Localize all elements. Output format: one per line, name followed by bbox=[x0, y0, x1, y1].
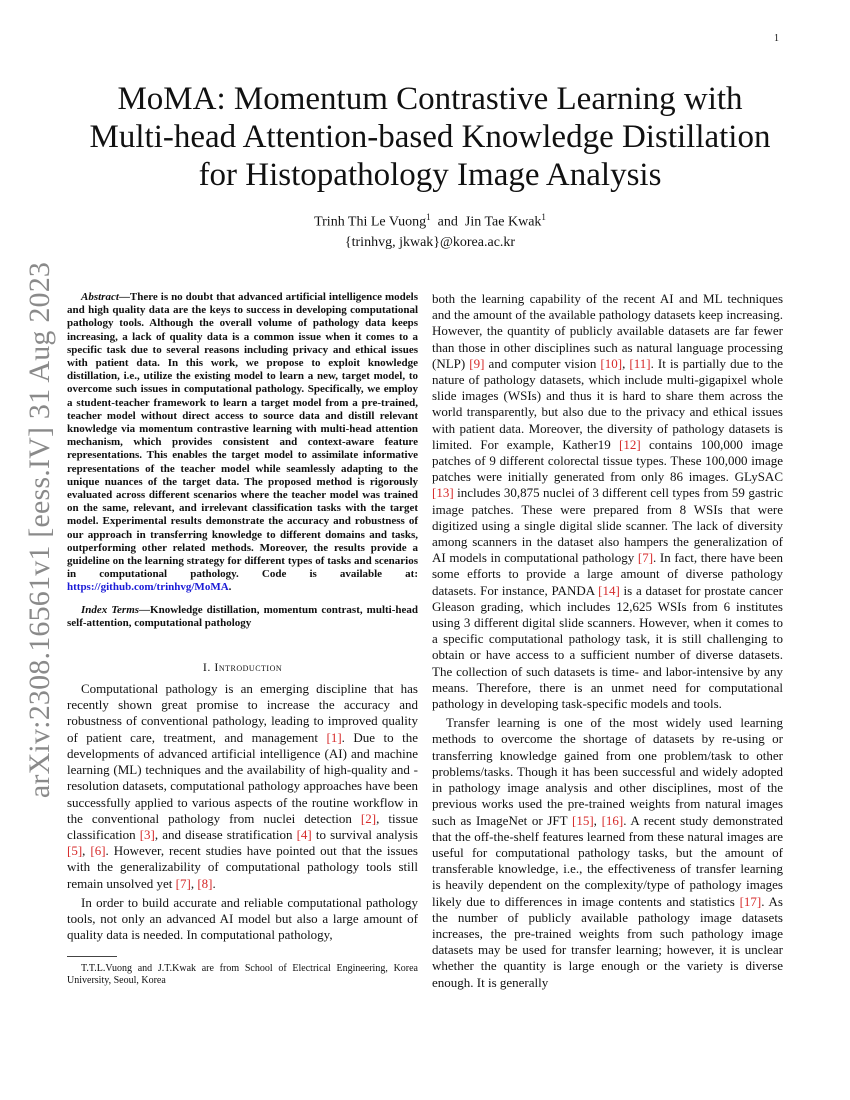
citation-link[interactable]: [15] bbox=[571, 812, 594, 828]
left-column bbox=[67, 291, 418, 987]
author-email: {trinhvg, jkwak}@korea.ac.kr bbox=[344, 234, 516, 250]
citation-link[interactable]: [3] bbox=[139, 826, 155, 842]
text-run: to survival analysis bbox=[311, 826, 418, 842]
citation-link[interactable]: [13] bbox=[432, 485, 454, 501]
abstract-text: —There is no doubt that advanced artificial intelligence models and high quality data are the keys to success in developing computational pathology tools. Although the overall volume of pathology data keeps increasing, a lack of quality data is a common issue when it comes to a specific task due to several reasons including privacy and ethical issues with patient data. In this work, we propose to exploit knowledge distillation, i.e., utilize the existing model to learn a new, target model, to overcome such issues in computational pathology. Specifically, we employ a student-teacher framework to learn a target model from a pre-trained, teacher model without direct access to source data and distill relevant knowledge via momentum contrastive learning with multi-head attention mechanism, which provides consistent and context-aware feature representations. This enables the target model to assimilate informative representations of the teacher model while seamlessly adapting to the unique nuances of the target data. The proposed method is rigorously evaluated across different scenarios where the teacher model was trained on the same, relevant, and irrelevant classification tasks with the target model. Experimental results demonstrate the accuracy and robustness of our approach in transferring knowledge to different domains and tasks, outperforming other related methods. Moreover, the results provide a guideline on the learning strategy for different types of tasks and scenarios in computational pathology. Code is available at: bbox=[67, 291, 418, 581]
citation-link[interactable]: [6] bbox=[90, 843, 106, 859]
code-link[interactable]: https://github.com/trinhvg/MoMA bbox=[67, 581, 229, 594]
affiliation-mark: 1 bbox=[426, 212, 431, 222]
arxiv-identifier-text: arXiv:2308.16561v1 [eess.IV] 31 Aug 2023 bbox=[23, 261, 56, 799]
author-name: Trinh Thi Le Vuong bbox=[314, 214, 427, 230]
title-line: for Histopathology Image Analysis bbox=[198, 157, 662, 193]
citation-link[interactable]: [17] bbox=[739, 893, 762, 909]
citation-link[interactable]: [7] bbox=[175, 875, 191, 891]
text-run: . As the number of publicly available pathology image datasets increases, the pre-trained weights from such pathology image datasets may be used for transfer learning; however, it is unclear whether the quantity is large enough or the variety is diverse enough. It is generally bbox=[432, 893, 783, 990]
author-block bbox=[70, 207, 790, 253]
citation-link[interactable]: [16] bbox=[601, 812, 624, 828]
text-run: contains 100,000 image patches of 9 different colorectal tissue types. These 100,000 image patches were initially generated from only 86 images. GLySAC bbox=[432, 436, 783, 485]
citation-link[interactable]: [4] bbox=[296, 826, 312, 842]
citation-link[interactable]: [7] bbox=[637, 550, 654, 566]
text-run: , bbox=[190, 875, 198, 891]
paper-title bbox=[70, 80, 790, 194]
text-run: , and disease stratification bbox=[154, 826, 297, 842]
body-paragraph bbox=[67, 681, 418, 892]
arxiv-identifier bbox=[20, 261, 60, 799]
citation-link[interactable]: [8] bbox=[197, 875, 213, 891]
text-run: , tissue classification bbox=[67, 810, 418, 842]
title-line: Multi-head Attention-based Knowledge Distillation bbox=[89, 119, 771, 155]
text-run: , bbox=[82, 843, 91, 859]
abstract bbox=[67, 291, 418, 595]
citation-link[interactable]: [5] bbox=[67, 843, 83, 859]
body-paragraph bbox=[432, 291, 783, 712]
citation-link[interactable]: [9] bbox=[469, 355, 485, 371]
citation-link[interactable]: [11] bbox=[629, 355, 651, 371]
text-run: , bbox=[593, 812, 602, 828]
text-run: . bbox=[212, 875, 216, 891]
text-run: . However, recent studies have pointed out that the issues with the generalizability of computational pathology tools still remain unsolved yet bbox=[67, 843, 418, 891]
author-line bbox=[70, 207, 790, 233]
footnote: T.T.L.Vuong and J.T.Kwak are from School of Electrical Engineering, Korea University, Seoul, Korea bbox=[67, 963, 418, 987]
right-column bbox=[432, 291, 783, 991]
affiliation-mark: 1 bbox=[541, 212, 546, 222]
author-name: Jin Tae Kwak bbox=[464, 214, 542, 230]
text-run: includes 30,875 nuclei of 3 different cell types from 59 gastric image patches. These were prepared from 8 WSIs that were digitized using a single digital slide scanner. The lack of diversity among scanners in the dataset also hampers the generalization of AI models in computational pathology bbox=[432, 485, 783, 566]
title-line: MoMA: Momentum Contrastive Learning with bbox=[117, 81, 743, 117]
body-paragraph: In order to build accurate and reliable computational pathology tools, not only an advanced AI model but also a large amount of quality data is needed. In computational pathology, bbox=[67, 894, 418, 943]
text-run: . In fact, there have been some efforts to provide a large amount of diverse pathology datasets. For instance, PANDA bbox=[432, 550, 784, 598]
section-heading bbox=[67, 660, 418, 675]
abstract-lead: Abstract bbox=[81, 291, 119, 303]
citation-link[interactable]: [1] bbox=[326, 729, 342, 745]
page-number: 1 bbox=[774, 33, 779, 44]
text-run: Transfer learning is one of the most widely used learning methods to overcome the shortage of datasets by re-using or transferring knowledge gained from one problem/task to other problems/tasks. Though it has been successful and widely adopted in pathology image analysis and other disciplines, most of the previous works used the pre-trained weights from natural images such as ImageNet or JFT bbox=[432, 715, 783, 828]
text-run: , bbox=[622, 355, 630, 371]
text-run: . It is partially due to the nature of pathology datasets, which include multi-gigapixel whole slide images (WSIs) and thus it is hard to share them across the world transparently, but also due to the privacy and ethical issues with patient data. Moreover, the diversity of pathology datasets is limited. For example, Kather19 bbox=[432, 355, 783, 452]
citation-link[interactable]: [14] bbox=[598, 582, 620, 598]
section-numeral: I. bbox=[202, 660, 215, 675]
text-run: . Due to the developments of advanced artificial intelligence (AI) and machine learning (ML) techniques and the availability of high-quality and -resolution datasets, computational pathology approaches have been successfully applied to various aspects of the routine workflow in the conventional pathology from nuclei detection bbox=[67, 729, 418, 826]
text-run: both the learning capability of the recent AI and ML techniques and the amount of the available pathology datasets keep increasing. However, the quantity of publicly available datasets are far fewer than those in other disciplines such as natural language processing (NLP) bbox=[432, 291, 783, 371]
author-conjunction: and bbox=[437, 214, 458, 230]
index-terms bbox=[67, 604, 418, 630]
abstract-end: . bbox=[228, 581, 232, 594]
citation-link[interactable]: [2] bbox=[360, 810, 377, 826]
section-title: Introduction bbox=[214, 660, 283, 675]
index-terms-lead: Index Terms bbox=[81, 603, 140, 616]
body-paragraph bbox=[432, 715, 783, 990]
citation-link[interactable]: [10] bbox=[600, 355, 623, 371]
text-run: . A recent study demonstrated that the off-the-shelf features learned from these natural images are useful for computational pathology tasks, but the amount of transferable knowledge, i.e., the effectiveness of transfer learning is heavily dependent on the complexity/type of pathology images likely due to differences in image contents and statistics bbox=[432, 812, 783, 909]
citation-link[interactable]: [12] bbox=[619, 436, 641, 452]
text-run: Computational pathology is an emerging discipline that has recently shown great promise to increase the accuracy and robustness of conventional pathology, leading to improved quality of patient care, treatment, and management bbox=[67, 681, 418, 745]
footnote-rule bbox=[67, 956, 117, 957]
text-run: and computer vision bbox=[484, 355, 601, 371]
text-run: is a dataset for prostate cancer Gleason grading, which includes 12,625 WSIs from 6 institutes using 3 different digital slide scanners. However, when it comes to a specific computational pathology task, it is still challenging to obtain or have access to a sufficient number of diverse datasets. The collection of such datasets is time- and labor-intensive by any means. Therefore, there is an unmet need for computational pathology in developing task-specific models and tools. bbox=[432, 582, 783, 712]
index-terms-text: —Knowledge distillation, momentum contrast, multi-head self-attention, computational pathology bbox=[67, 603, 418, 629]
